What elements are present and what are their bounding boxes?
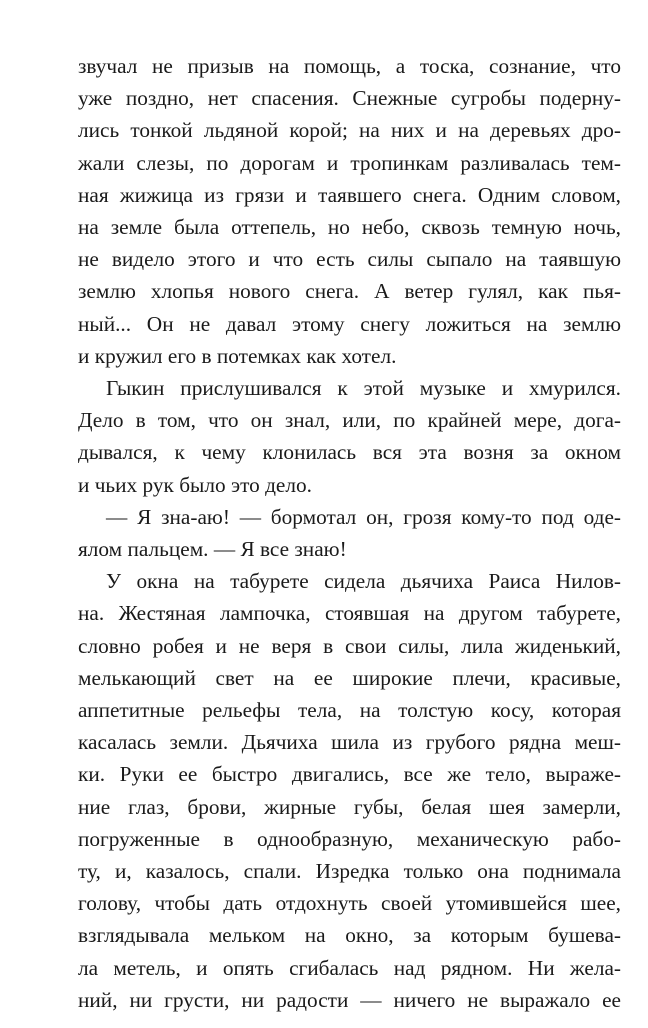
text-line: уже поздно, нет спасения. Снежные сугробы подерну- [78, 86, 621, 111]
text-line: — Я зна-аю! — бормотал он, грозя кому-то под оде- [106, 504, 621, 529]
text-line: словно робея и не веря в свои силы, лила жиденький, [78, 633, 621, 658]
text-line: и чьих рук было это дело. [78, 472, 312, 497]
text-line: Дело в том, что он знал, или, по крайней мере, дога- [78, 408, 621, 433]
text-line: ная жижица из грязи и таявшего снега. Одним словом, [78, 182, 621, 207]
text-line: взглядывала мельком на окно, за которым бушева- [78, 923, 621, 948]
text-line: лись тонкой льдяной корой; на них и на деревьях дро- [78, 118, 621, 143]
text-line: на. Жестяная лампочка, стоявшая на другом табурете, [78, 601, 621, 626]
text-line: касалась земли. Дьячиха шила из грубого рядна меш- [78, 730, 621, 755]
text-line: жали слезы, по дорогам и тропинкам разливалась тем- [78, 150, 621, 175]
text-line: и кружил его в потемках как хотел. [78, 343, 397, 368]
text-line: ки. Руки ее быстро двигались, все же тело, выраже- [78, 762, 621, 787]
text-line: землю хлопья нового снега. А ветер гулял, как пья- [78, 279, 621, 304]
text-line: Гыкин прислушивался к этой музыке и хмурился. [106, 376, 621, 400]
text-line: погруженные в однообразную, механическую рабо- [78, 826, 621, 851]
text-line: ту, и, казалось, спали. Изредка только она поднимала [78, 859, 621, 883]
text-line: не видело этого и что есть силы сыпало на таявшую [78, 247, 621, 272]
text-line: ние глаз, брови, жирные губы, белая шея замерли, [78, 794, 621, 819]
text-line: ла метель, и опять сгибалась над рядном. Ни жела- [78, 955, 621, 980]
text-line: дывался, к чему клонилась вся эта возня за окном [78, 440, 621, 465]
text-line: ний, ни грусти, ни радости — ничего не выражало ее [78, 987, 621, 1012]
text-line: мелькающий свет на ее широкие плечи, красивые, [78, 665, 621, 690]
text-line: на земле была оттепель, но небо, сквозь темную ночь, [78, 215, 621, 239]
text-line: голову, чтобы дать отдохнуть своей утомившейся шее, [78, 891, 621, 916]
text-line: звучал не призыв на помощь, а тоска, сознание, что [78, 54, 621, 78]
text-line: аппетитные рельефы тела, на толстую косу, которая [78, 698, 621, 722]
text-line: ялом пальцем. — Я все знаю! [78, 537, 347, 561]
text-line: У окна на табурете сидела дьячиха Раиса Нилов- [106, 569, 621, 594]
text-line: ный... Он не давал этому снегу ложиться на землю [78, 311, 621, 336]
